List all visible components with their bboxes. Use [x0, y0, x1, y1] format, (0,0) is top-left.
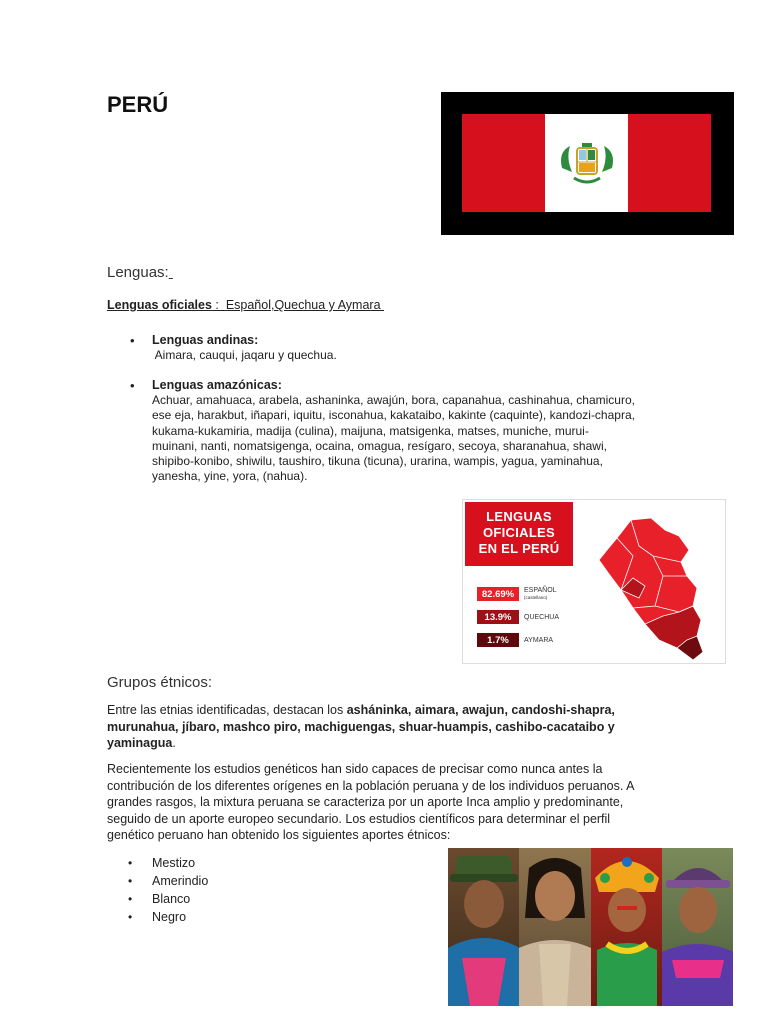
- infographic-title-line: OFICIALES: [482, 525, 556, 540]
- page-title: PERÚ: [107, 92, 169, 117]
- stat-label: [524, 614, 559, 621]
- oficiales-separator: :: [211, 298, 226, 312]
- peru-map-icon: [593, 516, 708, 662]
- list-item-andinas: [152, 333, 337, 363]
- stat-pct: 13.9%: [477, 610, 519, 624]
- bullet-dot: •: [128, 856, 133, 870]
- flag: [462, 114, 711, 212]
- stat-pct: 1.7%: [477, 633, 519, 647]
- stat-label-text: ESPAÑOL: [524, 587, 557, 594]
- stat-row-quechua: [477, 610, 559, 624]
- andinas-heading: Lenguas andinas:: [152, 333, 259, 347]
- aporte-item: Mestizo: [152, 856, 196, 870]
- aporte-item: Blanco: [152, 892, 191, 906]
- amazonicas-heading: Lenguas amazónicas:: [152, 378, 282, 392]
- etnias-bold-list: asháninka, aimara, awajun, candoshi-shapra, murunahua, jíbaro, mashco piro, machiguengas, shuar-huampis, cashibo-cacataibo y yaminagua: [107, 703, 615, 750]
- flag-white-band: [545, 114, 628, 212]
- lenguas-oficiales-line: [107, 298, 384, 312]
- bullet-dot: •: [128, 892, 133, 906]
- etnias-paragraph: [107, 702, 652, 752]
- photo-person-1: [448, 848, 519, 1006]
- infographic-title-line: LENGUAS: [486, 509, 552, 524]
- flag-red-band-right: [628, 114, 711, 212]
- bullet-dot: •: [128, 874, 133, 888]
- etnias-end: .: [172, 736, 176, 750]
- oficiales-label: Lenguas oficiales: [107, 298, 212, 312]
- amazonicas-line: yanesha, yine, yora, (nahua).: [152, 469, 308, 484]
- grupos-heading: Grupos étnicos:: [107, 674, 213, 691]
- stat-pct: 82.69%: [477, 587, 519, 601]
- geneticos-paragraph: Recientemente los estudios genéticos han sido capaces de precisar como nunca antes la contribución de los diferentes orígenes en la población peruana y de los individuos peruanos. A grandes rasgos, la mixtura peruana se caracteriza por un aporte Inca amplio y predominante, seguido de un aporte europeo secundario. Los estudios científicos para determinar el perfil genético peruano han obtenido los siguientes aportes étnicos:: [107, 762, 634, 842]
- heading-underline-space: [169, 264, 173, 281]
- stat-label-text: QUECHUA: [524, 613, 560, 621]
- infographic-title: [465, 502, 573, 566]
- stat-label: [524, 637, 553, 644]
- oficiales-value: Español,Quechua y Aymara: [225, 298, 385, 312]
- bullet-dot: •: [130, 333, 135, 348]
- stat-label-text: AYMARA: [524, 636, 554, 644]
- stat-sublabel: (castellano): [524, 595, 548, 600]
- stat-row-espanol: [477, 587, 557, 601]
- bullet-dot: •: [128, 910, 133, 924]
- lenguas-heading: [107, 264, 173, 281]
- photo-person-2: [519, 848, 590, 1006]
- aporte-item: Amerindio: [152, 874, 209, 888]
- amazonicas-line: shipibo-konibo, shiwilu, taushiro, tikuna (ticuna), urarina, wampis, yagua, yaminahua,: [152, 454, 603, 469]
- amazonicas-line: ese eja, harakbut, iñapari, iquitu, isconahua, kakataibo, kakinte (caquinte), kandozi-chapra,: [152, 408, 635, 423]
- person-portrait-icon: [591, 848, 662, 1006]
- flag-red-band-left: [462, 114, 545, 212]
- person-portrait-icon: [519, 848, 590, 1006]
- andinas-text: Aimara, cauqui, jaqaru y quechua.: [152, 348, 337, 363]
- list-item-amazonicas: [152, 378, 635, 484]
- person-portrait-icon: [448, 848, 519, 1006]
- photo-person-4: [662, 848, 733, 1006]
- people-photo-collage: [448, 848, 733, 1006]
- amazonicas-line: muinani, nanti, nomatsigenga, ocaina, omagua, resígaro, secoya, sharanahua, shawi,: [152, 438, 607, 453]
- person-portrait-icon: [662, 848, 733, 1006]
- stat-label: [524, 587, 557, 601]
- coat-of-arms-icon: [556, 138, 618, 188]
- amazonicas-line: kukama-kukamiria, madija (culina), maijuna, matsigenka, matses, muniche, murui-: [152, 423, 589, 438]
- lenguas-oficiales-infographic: [462, 499, 726, 664]
- infographic-title-line: EN EL PERÚ: [478, 541, 560, 556]
- lenguas-heading-text: Lenguas:: [107, 264, 169, 281]
- photo-person-3: [591, 848, 662, 1006]
- bullet-dot: •: [130, 378, 135, 393]
- etnias-intro: Entre las etnias identificadas, destacan los: [107, 703, 347, 717]
- stat-row-aymara: [477, 633, 553, 647]
- peru-flag-image: [441, 92, 734, 235]
- amazonicas-line: Achuar, amahuaca, arabela, ashaninka, awajún, bora, capanahua, cashinahua, chamicuro,: [152, 393, 635, 408]
- aporte-item: Negro: [152, 910, 187, 924]
